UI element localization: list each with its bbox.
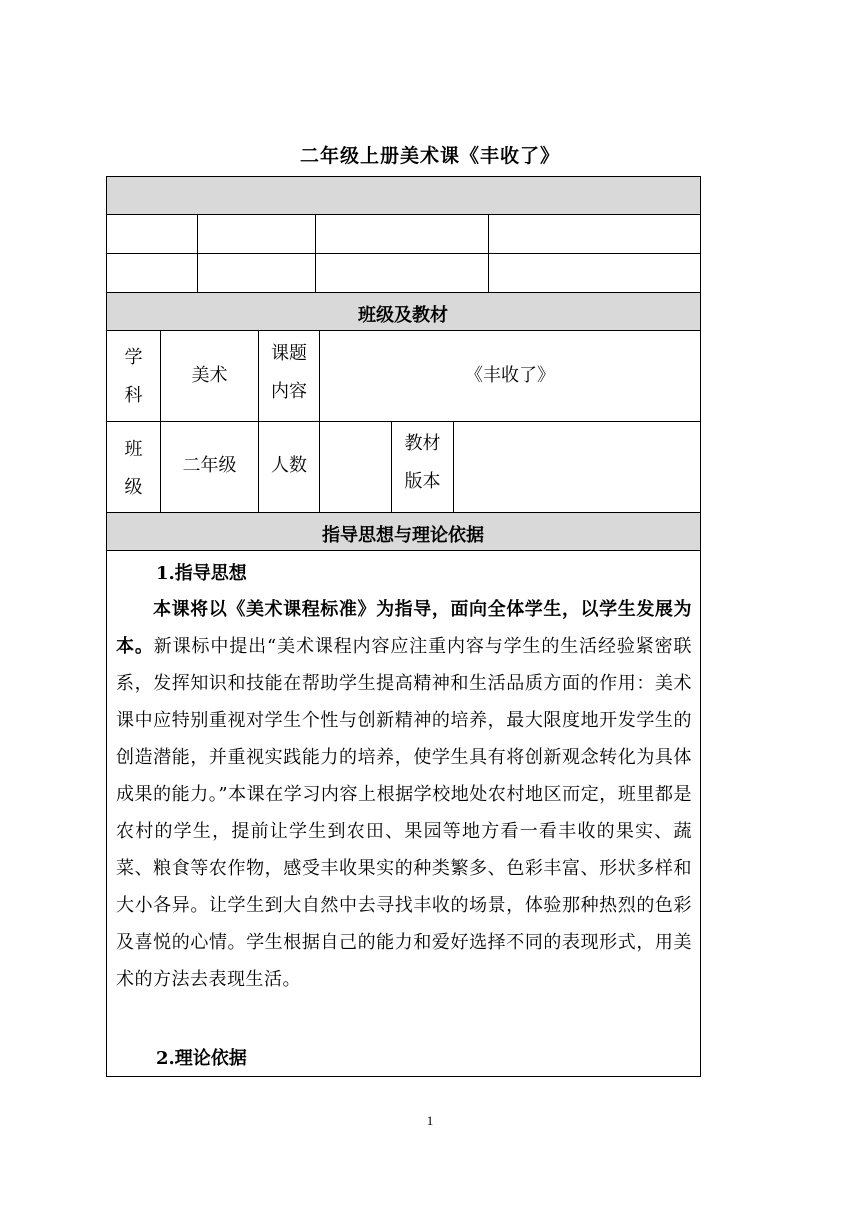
textbook-label <box>392 425 453 501</box>
topic-label-line-1: 课题 <box>271 343 307 364</box>
guidance-section-header: 指导思想与理论依据 <box>322 525 484 546</box>
guidance-heading: 1.指导思想 <box>156 563 247 584</box>
class-label-line-2: 级 <box>124 477 143 498</box>
topic-value: 《丰收了》 <box>465 365 555 386</box>
top-header-row <box>106 176 700 214</box>
subject-label-line-1: 学 <box>124 347 143 368</box>
guidance-paragraph-emphasis: 本课将以《美术课程标准》为指导，面向全体学生，以学生发展为本。 <box>116 599 692 657</box>
textbook-label-line-1: 教材 <box>404 433 441 454</box>
class-label-line-1: 班 <box>124 439 143 460</box>
page-number: 1 <box>426 1113 434 1128</box>
class-value: 二年级 <box>182 455 237 476</box>
student-count-label: 人数 <box>271 455 307 476</box>
theory-heading: 2.理论依据 <box>156 1048 247 1069</box>
textbook-label-line-2: 版本 <box>404 471 441 492</box>
page-title: 二年级上册美术课《丰收了》 <box>299 145 560 167</box>
subject-label-line-2: 科 <box>124 385 143 406</box>
topic-label <box>259 335 319 411</box>
subject-label <box>107 339 160 415</box>
class-label <box>107 431 160 507</box>
guidance-paragraph-body: 新课标中提出“美术课程内容应注重内容与学生的生活经验紧密联系，发挥知识和技能在帮助学生提高精神和生活品质方面的作用：美术课中应特别重视对学生个性与创新精神的培养，最大限度地开发学生的创造潜能，并重视实践能力的培养，使学生具有将创新观念转化为具体成果的能力。”本课在学习内容上根据学校地处农村地区而定，班里都是农村的学生，提前让学生到农田、果园等地方看一看丰收的果实、蔬菜、粮食等农作物，感受丰收果实的种类繁多、色彩丰富、形状多样和大小各异。让学生到大自然中去寻找丰收的场景，体验那种热烈的色彩及喜悦的心情。学生根据自己的能力和爱好选择不同的表现形式，用美术的方法去表现生活。 <box>116 636 693 990</box>
class-section-header: 班级及教材 <box>358 305 448 326</box>
topic-label-line-2: 内容 <box>271 381 307 402</box>
subject-value: 美术 <box>191 365 228 386</box>
guidance-paragraph <box>116 591 692 998</box>
